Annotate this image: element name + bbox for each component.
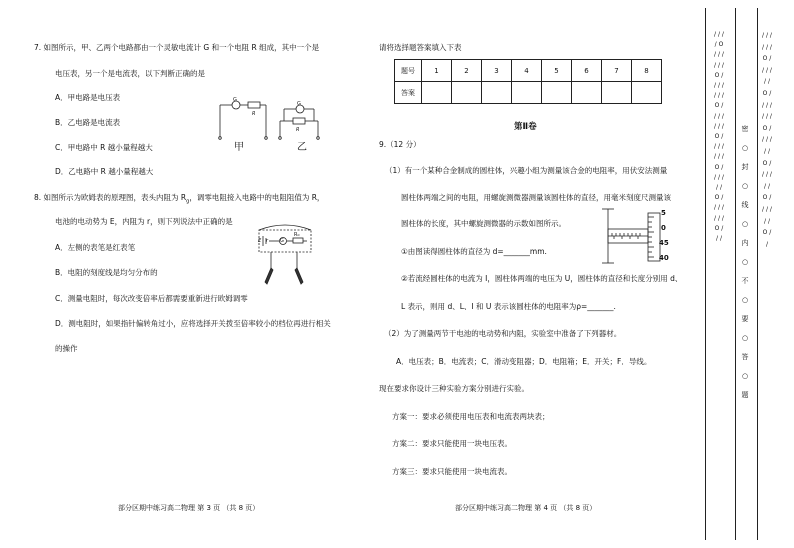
q8-option-d[interactable]: D．测电阻时，如果指针偏转角过小，应将选择开关拨至倍率较小的档位再进行相关	[55, 319, 331, 328]
micrometer-tick-45: 45	[659, 239, 669, 247]
fig7-r-label-2: R	[296, 127, 300, 133]
table-cell-number: 6	[572, 60, 602, 82]
fig8-g-label: G	[280, 238, 284, 244]
q8-stem-line1: 8. 如图所示为欧姆表的原理图，表头内阻为 $R_g$，调零电阻接入电路中的电阻阻值为 R，	[34, 193, 325, 205]
q9-plan2: 方案二：要求只能使用一块电压表。	[392, 439, 512, 448]
binding-line-middle	[735, 8, 736, 540]
binding-slashes-left: / / / / O / / / / / / O / / / / / / / O / / / / / / / O / / / / / / / O / / / / / / O / / / / / / / O / / /	[714, 31, 724, 243]
table-cell-number: 5	[542, 60, 572, 82]
q7-stem-line2: 电压表，另一个是电流表，以下判断正确的是	[55, 69, 205, 78]
fig8-r0-label: R₀	[294, 232, 300, 238]
q9-sub1: ①由图读得圆柱体的直径为 d=_______mm.	[401, 247, 547, 256]
q8-option-d-cont: 的操作	[55, 344, 78, 353]
table-cell-number: 1	[422, 60, 452, 82]
answer-cell-6[interactable]	[572, 82, 602, 104]
q9-p1-line1: （1）有一个某种合金制成的圆柱体，兴趣小组为测量该合金的电阻率，用伏安法测量	[385, 166, 668, 175]
q8-option-c[interactable]: C．测量电阻时，每次改变倍率后都需要重新进行欧姆调零	[55, 294, 248, 303]
fig7-g-label-2: G	[297, 101, 301, 107]
micrometer-tick-5: 5	[661, 209, 666, 217]
q8-ohmmeter-figure	[255, 222, 315, 288]
q7-option-c[interactable]: C．甲电路中 R 越小量程越大	[55, 143, 153, 152]
table-cell-number: 4	[512, 60, 542, 82]
q9-p1-line3: 圆柱体的长度，其中螺旋测微器的示数如图所示。	[401, 219, 566, 228]
table-cell-number: 8	[632, 60, 662, 82]
q7-option-d[interactable]: D．乙电路中 R 越小量程越大	[55, 167, 154, 176]
fig8-e-label: E	[258, 238, 262, 244]
answer-table	[394, 59, 662, 104]
answer-cell-4[interactable]	[512, 82, 542, 104]
q9-requirement: 现在要求你设计三种实验方案分别进行实验。	[379, 384, 529, 393]
fig8-r-label: r	[266, 238, 269, 244]
answer-cell-7[interactable]	[602, 82, 632, 104]
q9-p1-line2: 圆柱体两端之间的电阻，用螺旋测微器测量该圆柱体的直径，用毫米刻度尺测量该	[401, 193, 671, 202]
fig7-label-yi: 乙	[297, 142, 307, 153]
right-page-footer: 部分区期中练习高二物理 第 4 页 （共 8 页）	[455, 504, 597, 512]
section-title: 第Ⅱ卷	[514, 122, 537, 132]
answer-cell-2[interactable]	[452, 82, 482, 104]
q7-option-a[interactable]: A．甲电路是电压表	[55, 93, 121, 102]
q9-head: 9.（12 分）	[379, 140, 421, 149]
binding-strip	[705, 0, 794, 548]
micrometer-tick-0: 0	[661, 224, 666, 232]
q9-equipment: A．电压表；B．电流表；C．滑动变阻器；D．电阻箱；E．开关；F．导线。	[396, 357, 652, 366]
q8-option-b[interactable]: B．电阻的刻度线是均匀分布的	[55, 268, 158, 277]
q9-plan3: 方案三：要求只能使用一块电流表。	[392, 467, 512, 476]
answer-prompt: 请将选择题答案填入下表	[379, 43, 462, 52]
fig7-g-label-1: G	[233, 97, 237, 103]
binding-seal-text: 密 ○ 封 ○ 线 ○ 内 ○ 不 ○ 要 ○ 答 ○ 题	[741, 125, 749, 399]
table-row	[395, 60, 662, 82]
binding-slashes-right: / / / / / / O / / / / / / O / / / / / / / O / / / / / / O / / / / / / O / / / / / / O / /	[762, 32, 772, 248]
q7-stem-line1: 7. 如图所示，甲、乙两个电路都由一个灵敏电流计 G 和一个电阻 R 组成，其中一个是	[34, 43, 320, 52]
table-cell-number: 2	[452, 60, 482, 82]
q7-circuit-figure	[214, 95, 334, 150]
answer-cell-8[interactable]	[632, 82, 662, 104]
fig7-label-jia: 甲	[234, 142, 244, 153]
binding-line-right	[757, 8, 758, 540]
q8-stem-line2: 电池的电动势为 E，内阻为 r，则下列说法中正确的是	[55, 217, 233, 226]
left-page	[0, 0, 380, 548]
table-header-number: 题号	[395, 60, 422, 82]
left-page-footer: 部分区期中练习高二物理 第 3 页 （共 8 页）	[118, 504, 260, 512]
table-header-answer: 答案	[395, 82, 422, 104]
micrometer-tick-40: 40	[659, 254, 669, 262]
table-cell-number: 3	[482, 60, 512, 82]
table-row	[395, 82, 662, 104]
q9-plan1: 方案一：要求必须使用电压表和电流表两块表；	[392, 412, 550, 421]
answer-cell-5[interactable]	[542, 82, 572, 104]
binding-line-left	[705, 8, 706, 540]
answer-cell-1[interactable]	[422, 82, 452, 104]
q9-sub2-line1: ②若流经圆柱体的电流为 I，圆柱体两端的电压为 U，圆柱体的直径和长度分别用 d、	[401, 274, 683, 283]
fig7-r-label-1: R	[252, 111, 256, 117]
q8-option-a[interactable]: A．左侧的表笔是红表笔	[55, 243, 136, 252]
table-cell-number: 7	[602, 60, 632, 82]
q9-p2: （2）为了测量两节干电池的电动势和内阻，实验室中准备了下列器材。	[384, 329, 622, 338]
answer-cell-3[interactable]	[482, 82, 512, 104]
q9-sub2-line2: L 表示，则用 d、L、I 和 U 表示该圆柱体的电阻率为ρ=_______.	[401, 302, 616, 311]
q7-option-b[interactable]: B．乙电路是电流表	[55, 118, 121, 127]
